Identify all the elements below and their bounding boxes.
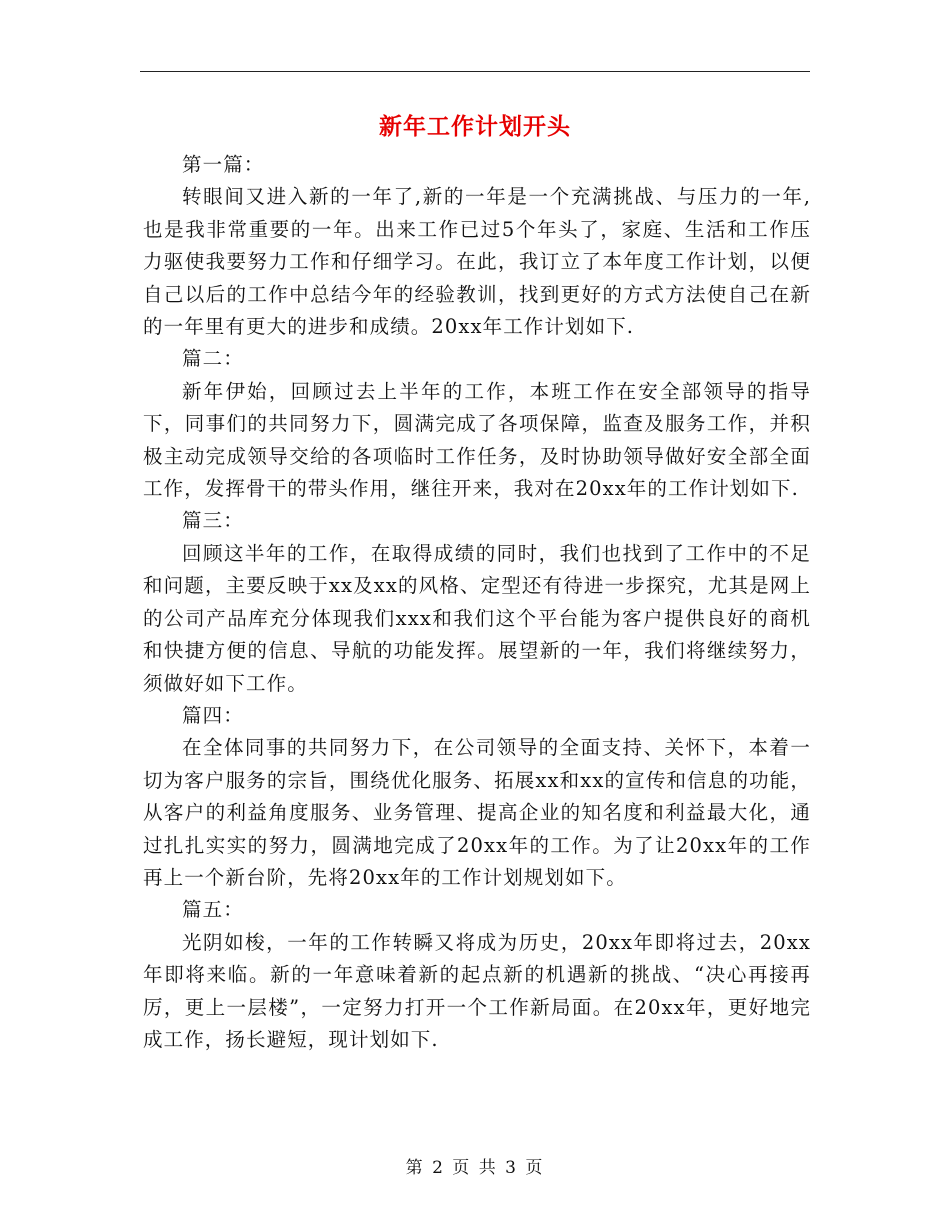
document-title: 新年工作计划开头 bbox=[379, 114, 571, 140]
section-1-heading: 第一篇： bbox=[182, 153, 265, 176]
page-number-footer: 第 2 页 共 3 页 bbox=[405, 1158, 545, 1178]
header-rule bbox=[140, 71, 810, 72]
section-5-heading: 篇五： bbox=[182, 898, 244, 922]
section-2-text: 新年伊始，回顾过去上半年的工作，本班工作在安全部领导的指导下，同事们的共同努力下，圆满完成了各项保障，监查及服务工作，并积极主动完成领导交给的各项临时工作任务，及时协助领导做好安全部全面工作，发挥骨干的带头作用，继往开来，我对在20xx年的工作计划如下. bbox=[143, 379, 811, 501]
section-1-text: 转眼间又进入新的一年了,新的一年是一个充满挑战、与压力的一年,也是我非常重要的一年。出来工作已过5个年头了，家庭、生活和工作压力驱使我要努力工作和仔细学习。在此，我订立了本年度工作计划，以便自己以后的工作中总结今年的经验教训，找到更好的方式方法使自己在新的一年里有更大的进步和成绩。20xx年工作计划如下. bbox=[143, 185, 811, 339]
section-5-text: 光阴如梭，一年的工作转瞬又将成为历史，20xx年即将过去，20xx年即将来临。新的一年意味着新的起点新的机遇新的挑战、“决心再接再厉，更上一层楼”，一定努力打开一个工作新局面。在20xx年，更好地完成工作，扬长避短，现计划如下. bbox=[143, 930, 811, 1051]
section-4-heading: 篇四： bbox=[182, 703, 244, 727]
section-4-text: 在全体同事的共同努力下，在公司领导的全面支持、关怀下，本着一切为客户服务的宗旨，围绕优化服务、拓展xx和xx的宣传和信息的功能，从客户的利益角度服务、业务管理、提高企业的知名度和利益最大化，通过扎扎实实的努力，圆满地完成了20xx年的工作。为了让20xx年的工作再上一个新台阶，先将20xx年的工作计划规划如下。 bbox=[143, 736, 811, 889]
document-body bbox=[143, 149, 811, 1056]
section-3-heading: 篇三： bbox=[182, 509, 244, 533]
section-2-heading: 篇二： bbox=[182, 347, 244, 371]
section-3-text: 回顾这半年的工作，在取得成绩的同时，我们也找到了工作中的不足和问题，主要反映于xx及xx的风格、定型还有待进一步探究，尤其是网上的公司产品库充分体现我们xxx和我们这个平台能为客户提供良好的商机和快捷方便的信息、导航的功能发挥。展望新的一年，我们将继续努力，须做好如下工作。 bbox=[143, 541, 811, 695]
